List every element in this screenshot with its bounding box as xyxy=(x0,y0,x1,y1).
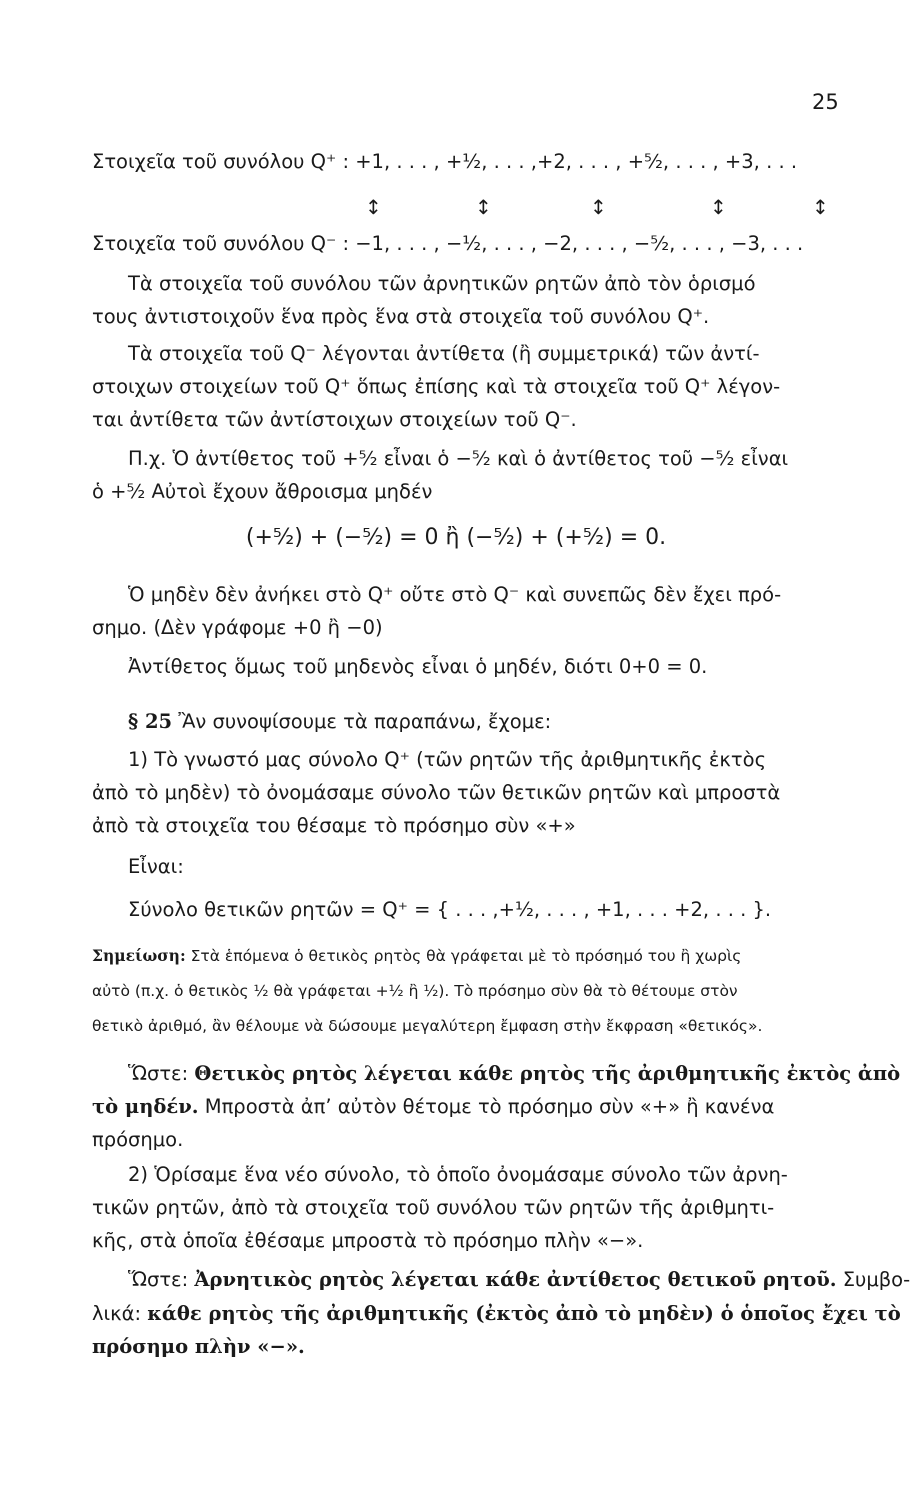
paragraph-line: Τὰ στοιχεῖα τοῦ Q⁻ λέγονται ἀντίθετα (ἢ συμμετρικά) τῶν ἀντί- xyxy=(128,342,760,365)
paragraph-line: ται ἀντίθετα τῶν ἀντίστοιχων στοιχείων τοῦ Q⁻. xyxy=(92,408,577,431)
set-q-plus-elements: Στοιχεῖα τοῦ συνόλου Q⁺ : +1, . . . , +½, . . . ,+2, . . . , +⁵⁄₂, . . . , +3, . . . xyxy=(92,150,798,173)
paragraph-line: Εἶναι: xyxy=(128,855,184,878)
definition-bold: Ἀρνητικὸς ρητὸς λέγεται κάθε ἀντίθετος θετικοῦ ρητοῦ. xyxy=(194,1268,837,1291)
paragraph-line: στοιχων στοιχείων τοῦ Q⁺ ὅπως ἐπίσης καὶ τὰ στοιχεῖα τοῦ Q⁺ λέγον- xyxy=(92,375,781,398)
definition-bold: τὸ μηδέν. xyxy=(92,1095,199,1118)
definition-text: Μπροστὰ ἀπ’ αὐτὸν θέτομε τὸ πρόσημο σὺν «+» ἢ κανένα xyxy=(198,1095,775,1118)
section-intro: Ἂν συνοψίσουμε τὰ παραπάνω, ἔχομε: xyxy=(172,710,552,733)
section-heading xyxy=(128,710,551,733)
definition-line xyxy=(92,1302,901,1325)
definition-lead: λικά: xyxy=(92,1302,148,1325)
paragraph-line: Ὁ μηδὲν δὲν ἀνήκει στὸ Q⁺ οὔτε στὸ Q⁻ καὶ συνεπῶς δὲν ἔχει πρό- xyxy=(128,583,782,606)
correspondence-arrow-3: ↕ xyxy=(590,195,607,219)
paragraph-line: Ἀντίθετος ὅμως τοῦ μηδενὸς εἶναι ὁ μηδέν, διότι 0+0 = 0. xyxy=(128,655,708,678)
example-line: Π.χ. Ὁ ἀντίθετος τοῦ +⁵⁄₂ εἶναι ὁ −⁵⁄₂ καὶ ὁ ἀντίθετος τοῦ −⁵⁄₂ εἶναι xyxy=(128,447,789,470)
set-q-minus-elements: Στοιχεῖα τοῦ συνόλου Q⁻ : −1, . . . , −½, . . . , −2, . . . , −⁵⁄₂, . . . , −3, . . . xyxy=(92,232,804,255)
example-line: ὁ +⁵⁄₂ Αὐτοὶ ἔχουν ἄθροισμα μηδέν xyxy=(92,480,433,503)
definition-line xyxy=(128,1268,910,1291)
paragraph-line: κῆς, στὰ ὁποῖα ἐθέσαμε μπροστὰ τὸ πρόσημο πλὴν «−». xyxy=(92,1229,644,1252)
paragraph-line: ἀπὸ τὸ μηδὲν) τὸ ὀνομάσαμε σύνολο τῶν θετικῶν ρητῶν καὶ μπροστὰ xyxy=(92,781,781,804)
definition-line xyxy=(128,1062,900,1085)
paragraph-line: τικῶν ρητῶν, ἀπὸ τὰ στοιχεῖα τοῦ συνόλου τῶν ρητῶν τῆς ἀριθμητι- xyxy=(92,1196,775,1219)
paragraph-line: 2) Ὁρίσαμε ἕνα νέο σύνολο, τὸ ὁποῖο ὀνομάσαμε σύνολο τῶν ἀρνη- xyxy=(128,1163,788,1186)
definition-bold: κάθε ρητὸς τῆς ἀριθμητικῆς (ἐκτὸς ἀπὸ τὸ μηδὲν) ὁ ὁποῖος ἔχει τὸ xyxy=(147,1302,901,1325)
note-text: Στὰ ἑπόμενα ὁ θετικὸς ρητὸς θὰ γράφεται μὲ τὸ πρόσημό του ἢ χωρὶς xyxy=(185,947,742,965)
note-line: θετικὸ ἀριθμό, ἂν θέλουμε νὰ δώσουμε μεγαλύτερη ἔμφαση στὴν ἔκφραση «θετικός». xyxy=(92,1017,763,1035)
definition-text: Συμβο- xyxy=(836,1268,911,1291)
definition-lead: Ὥστε: xyxy=(128,1062,195,1085)
paragraph-line: τους ἀντιστοιχοῦν ἕνα πρὸς ἕνα στὰ στοιχεῖα τοῦ συνόλου Q⁺. xyxy=(92,305,710,328)
correspondence-arrow-1: ↕ xyxy=(365,195,382,219)
paragraph-line: Τὰ στοιχεῖα τοῦ συνόλου τῶν ἀρνητικῶν ρητῶν ἀπὸ τὸν ὁρισμό xyxy=(128,272,756,295)
paragraph-line: 1) Τὸ γνωστό μας σύνολο Q⁺ (τῶν ρητῶν τῆς ἀριθμητικῆς ἐκτὸς xyxy=(128,748,767,771)
definition-lead: Ὥστε: xyxy=(128,1268,195,1291)
note-label: Σημείωση: xyxy=(92,946,186,965)
correspondence-arrow-2: ↕ xyxy=(475,195,492,219)
correspondence-arrow-4: ↕ xyxy=(710,195,727,219)
note-line: αὐτὸ (π.χ. ὁ θετικὸς ½ θὰ γράφεται +½ ἢ ½). Τὸ πρόσημο σὺν θὰ τὸ θέτουμε στὸν xyxy=(92,982,738,1000)
definition-line xyxy=(92,1095,774,1118)
definition-bold: πρόσημο πλὴν «−». xyxy=(92,1335,305,1358)
section-number: § 25 xyxy=(128,710,173,733)
note-line xyxy=(92,946,741,965)
paragraph-line: πρόσημο. xyxy=(92,1128,184,1151)
paragraph-line: σημο. (Δὲν γράφομε +0 ἢ −0) xyxy=(92,616,383,639)
paragraph-line: ἀπὸ τὰ στοιχεῖα του θέσαμε τὸ πρόσημο σὺν «+» xyxy=(92,814,576,837)
definition-bold: Θετικὸς ρητὸς λέγεται κάθε ρητὸς τῆς ἀριθμητικῆς ἐκτὸς ἀπὸ xyxy=(194,1062,901,1085)
set-definition-line: Σύνολο θετικῶν ρητῶν = Q⁺ = { . . . ,+½, . . . , +1, . . . +2, . . . }. xyxy=(128,898,772,921)
definition-line xyxy=(92,1335,305,1358)
correspondence-arrow-5: ↕ xyxy=(812,195,829,219)
display-equation: (+⁵⁄₂) + (−⁵⁄₂) = 0 ἢ (−⁵⁄₂) + (+⁵⁄₂) = 0. xyxy=(245,525,667,550)
page-number: 25 xyxy=(812,90,839,114)
